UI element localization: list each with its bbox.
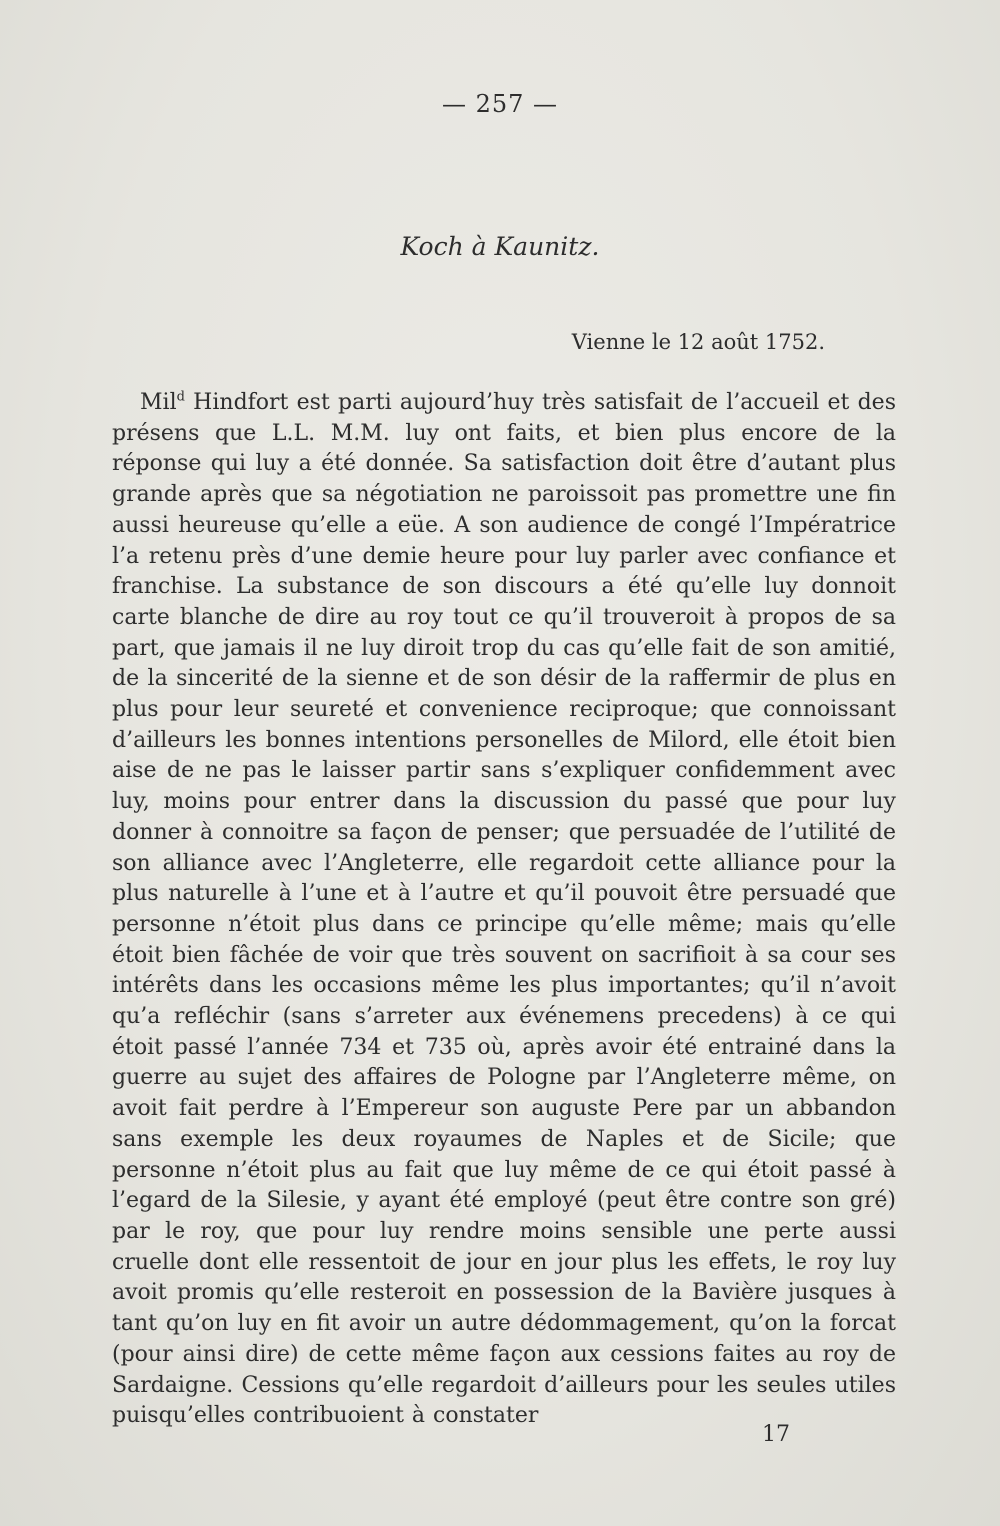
letter-dateline: Vienne le 12 août 1752. (571, 330, 825, 354)
body-superscript: d (176, 389, 185, 405)
page-number: — 257 — (441, 90, 559, 118)
signature-mark: 17 (762, 1422, 790, 1447)
letter-heading: Koch à Kaunitz. (400, 232, 600, 261)
letter-body (112, 388, 896, 1432)
body-text: Hindfort est parti aujourd’huy très satisfait de l’accueil et des présens que L.L. M.M. luy ont faits, et bien plus encore de la réponse qui luy a été donnée. Sa satisfaction doit être d’autant plus grande après que sa négotiation ne paroissoit pas promettre une fin aussi heureuse qu’elle a eüe. A son audience de congé l’Impératrice l’a retenu près d’une demie heure pour luy parler avec confiance et franchise. La substance de son discours a été qu’elle luy donnoit carte blanche de dire au roy tout ce qu’il trouveroit à propos de sa part, que jamais il ne luy diroit trop du cas qu’elle fait de son amitié, de la sincerité de la sienne et de son désir de la raffermir de plus en plus pour leur seureté et convenience reciproque; que connoissant d’ailleurs les bonnes intentions personelles de Milord, elle étoit bien aise de ne pas le laisser partir sans s’expliquer confidemment avec luy, moins pour entrer dans la discussion du passé que pour luy donner à connoitre sa façon de penser; que persuadée de l’utilité de son alliance avec l’Angleterre, elle regardoit cette alliance pour la plus naturelle à l’une et à l’autre et qu’il pouvoit être persuadé que personne n’étoit plus dans ce principe qu’elle même; mais qu’elle étoit bien fâchée de voir que très souvent on sacrifioit à sa cour ses intérêts dans les occasions même les plus importantes; qu’il n’avoit qu’a refléchir (sans s’arreter aux événemens precedens) à ce qui étoit passé l’année 734 et 735 où, après avoir été entrainé dans la guerre au sujet des affaires de Pologne par l’Angleterre même, on avoit fait perdre à l’Empereur son auguste Pere par un abbandon sans exemple les deux royaumes de Naples et de Sicile; que personne n’étoit plus au fait que luy même de ce qui étoit passé à l’egard de la Silesie, y ayant été employé (peut être contre son gré) par le roy, que pour luy rendre moins sensible une perte aussi cruelle dont elle ressentoit de jour en jour plus les effets, le roy luy avoit promis qu’elle resteroit en possession de la Bavière jusques à tant qu’on luy en fit avoir un autre dédommagement, qu’on la forcat (pour ainsi dire) de cette même façon aux cessions faites au roy de Sardaigne. Cessions qu’elle regardoit d’ailleurs pour les seules utiles puisqu’elles contribuoient à constater (112, 390, 896, 1429)
body-prefix: Mil (140, 390, 177, 415)
